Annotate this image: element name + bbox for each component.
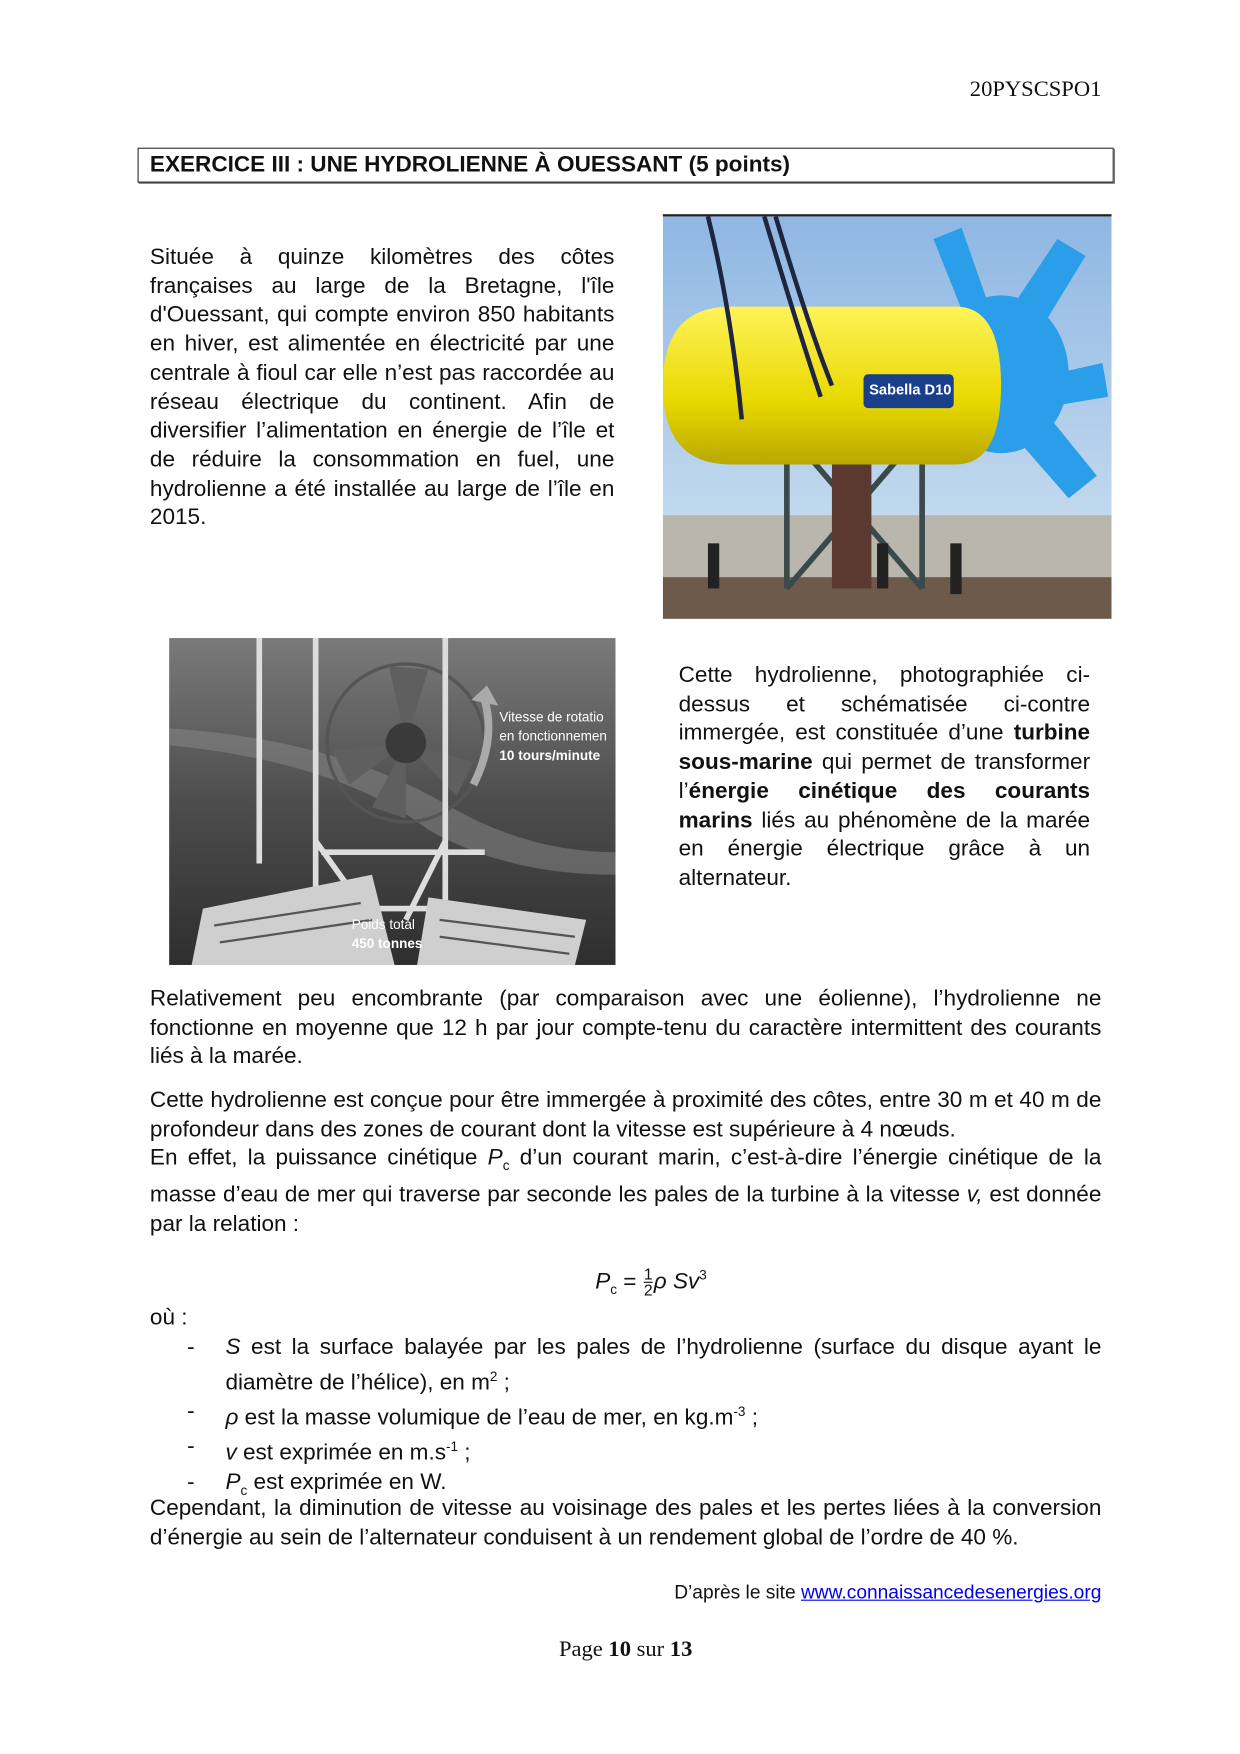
total-pages: 13 xyxy=(669,1636,693,1662)
fraction-numerator: 1 xyxy=(643,1264,653,1283)
definition: est exprimée en m.s xyxy=(236,1440,446,1466)
end: ; xyxy=(497,1370,510,1395)
page-number xyxy=(0,1637,1240,1663)
end: ; xyxy=(458,1440,471,1466)
symbol-subscript: c xyxy=(240,1482,248,1498)
paragraph-usage: Relativement peu encombrante (par comparaison avec une éolienne), l’hydrolienne ne fonctionne en moyenne que 12 h par jour compte-tenu du caractère intermittent des courants liés à la marée. xyxy=(149,986,1102,1070)
symbol: S xyxy=(225,1334,241,1360)
hydrolienne-photo xyxy=(663,214,1112,621)
desc-text-3: liés au phénomène de la marée en énergie électrique grâce à un alternateur. xyxy=(678,807,1091,891)
unit-exponent: -1 xyxy=(445,1438,459,1455)
symbol: P xyxy=(225,1469,241,1495)
formula-lhs: P xyxy=(595,1269,611,1294)
desc-text-1: Cette hydrolienne, photographiée ci-dessus et schématisée ci-contre immergée, est constituée d’une xyxy=(678,662,1091,746)
power-text-3: est donnée par la relation : xyxy=(149,1182,1102,1237)
formula-lhs-sub: c xyxy=(610,1281,618,1298)
paragraph-power xyxy=(150,1087,1101,1240)
current-page: 10 xyxy=(608,1636,631,1662)
source-citation xyxy=(674,1582,1101,1605)
weight-value: 450 tonnes xyxy=(351,935,423,952)
formula-exponent: 3 xyxy=(699,1267,707,1284)
intro-paragraph: Située à quinze kilomètres des côtes françaises au large de la Bretagne, l'île d'Ouessant, qui compte environ 850 habitants en hiver, est alimentée en électricité par une centrale à fioul car elle n’est pas raccordée au réseau électrique du continent. Afin de diversifier l’alimentation en énergie de l’île et de réduire la consommation en fuel, une hydrolienne a été installée au large de l’île en 2015. xyxy=(149,244,615,531)
list-item xyxy=(150,1334,1101,1398)
v-symbol: v, xyxy=(966,1182,983,1208)
exercise-title-box xyxy=(138,148,1114,183)
formula-rho: ρ xyxy=(653,1269,667,1294)
page-label: Page xyxy=(558,1636,609,1662)
list-dash: - xyxy=(187,1334,195,1360)
list-dash: - xyxy=(187,1399,195,1424)
page-sep: sur xyxy=(630,1636,670,1662)
rotation-speed-value: 10 tours/minute xyxy=(499,747,601,764)
end: ; xyxy=(745,1405,758,1431)
pc-symbol: P xyxy=(487,1145,503,1171)
where-label: où : xyxy=(149,1305,188,1331)
list-item xyxy=(150,1433,1101,1468)
definition: est exprimée en W. xyxy=(247,1469,447,1495)
rotation-label-line2: en fonctionnemen xyxy=(499,728,607,745)
list-dash: - xyxy=(187,1469,195,1495)
desc-bold-1: turbine sous-marine xyxy=(678,720,1091,775)
unit-exponent: -3 xyxy=(733,1403,746,1420)
power-formula xyxy=(595,1264,707,1299)
turbine-diagram xyxy=(169,638,615,965)
symbol: ρ xyxy=(225,1405,239,1431)
definitions-list xyxy=(150,1334,1101,1506)
document-code: 20PYSCSPO1 xyxy=(969,76,1102,102)
pc-subscript: c xyxy=(502,1158,510,1174)
source-link[interactable]: www.connaissancedesenergies.org xyxy=(800,1581,1102,1604)
definition: est la surface balayée par les pales de l’hydrolienne (surface du disque ayant le diamètre de l’hélice), en m xyxy=(225,1334,1102,1395)
desc-bold-2: énergie cinétique des courants marins xyxy=(678,778,1091,833)
rotation-label-line1: Vitesse de rotatio xyxy=(499,709,604,725)
source-prefix: D’après le site xyxy=(674,1581,801,1604)
description-paragraph xyxy=(679,662,1090,894)
definition: est la masse volumique de l’eau de mer, en kg.m xyxy=(238,1405,734,1431)
power-text-1: En effet, la puissance cinétique xyxy=(149,1145,488,1171)
power-text-2: d’un courant marin, c’est-à-dire l’énergie cinétique de la masse d’eau de mer qui traverse par seconde les pales de la turbine à la vitesse xyxy=(149,1145,1102,1208)
list-dash: - xyxy=(187,1434,195,1460)
symbol: v xyxy=(225,1440,237,1466)
exercise-title: EXERCICE III : UNE HYDROLIENNE À OUESSANT (5 points) xyxy=(149,152,791,177)
formula-fraction xyxy=(643,1264,653,1299)
photo-logo: Sabella D10 xyxy=(869,381,952,398)
formula-equals: = xyxy=(617,1269,643,1294)
fraction-denominator: 2 xyxy=(643,1280,653,1299)
formula-rhs: Sv xyxy=(666,1269,700,1294)
paragraph-depth: Cette hydrolienne est conçue pour être immergée à proximité des côtes, entre 30 m et 40 m de profondeur dans des zones de courant dont la vitesse est supérieure à 4 nœuds. xyxy=(149,1087,1102,1142)
desc-text-2: qui permet de transformer l’ xyxy=(678,749,1091,804)
weight-label: Poids total xyxy=(351,916,415,933)
list-item xyxy=(150,1398,1101,1433)
paragraph-efficiency: Cependant, la diminution de vitesse au voisinage des pales et les pertes liées à la conversion d’énergie au sein de l’alternateur conduisent à un rendement global de l’ordre de 40 %. xyxy=(149,1495,1102,1550)
unit-exponent: 2 xyxy=(489,1368,498,1384)
